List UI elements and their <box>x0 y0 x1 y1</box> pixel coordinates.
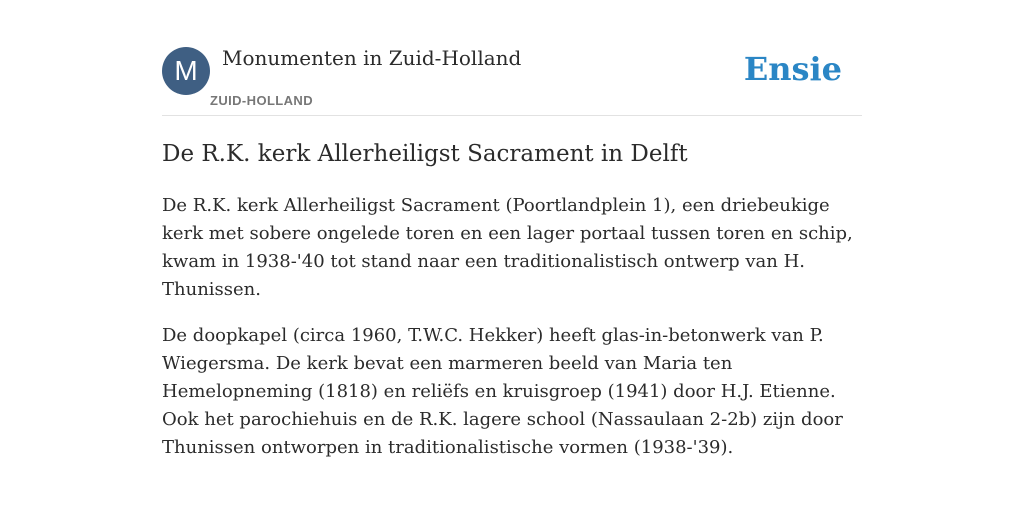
brand-logo[interactable]: Ensie <box>743 50 842 88</box>
article-paragraph: De R.K. kerk Allerheiligst Sacrament (Poortlandplein 1), een driebeukige kerk met sobere ongelede toren en een lager portaal tussen toren en schip, kwam in 1938-'40 tot stand naar een traditionalistisch ontwerp van H. Thunissen. <box>162 195 853 300</box>
article-paragraph: De doopkapel (circa 1960, T.W.C. Hekker) heeft glas-in-betonwerk van P. Wiegersma. De kerk bevat een marmeren beeld van Maria ten Hemelopneming (1818) en reliëfs en kruisgroep (1941) door H.J. Etienne. Ook het parochiehuis en de R.K. lagere school (Nassaulaan 2-2b) zijn door Thunissen ontworpen in traditionalistische vormen (1938-'39). <box>162 325 843 458</box>
article-title: De R.K. kerk Allerheiligst Sacrament in Delft <box>162 141 688 167</box>
site-region-label[interactable]: ZUID-HOLLAND <box>210 93 314 108</box>
page <box>162 0 862 512</box>
article-body <box>162 192 862 480</box>
site-title-link[interactable]: Monumenten in Zuid-Holland <box>222 46 522 70</box>
header <box>162 0 862 116</box>
avatar[interactable]: M <box>162 47 210 95</box>
